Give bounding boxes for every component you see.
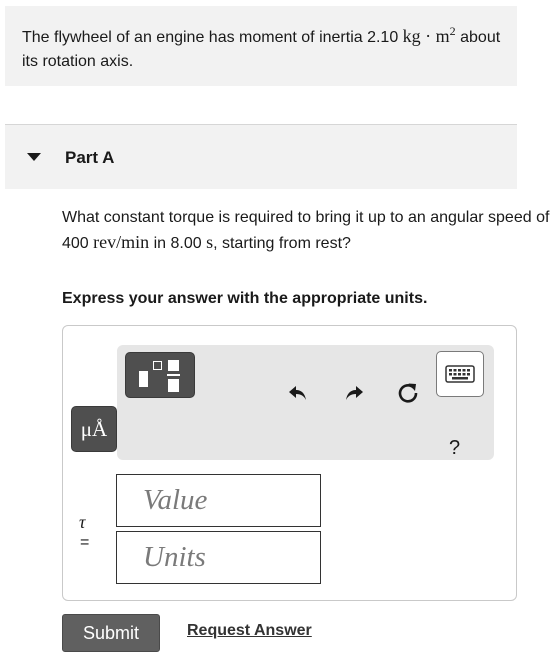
caret-down-icon[interactable] — [27, 153, 41, 161]
equals-sign: = — [80, 534, 90, 551]
part-title: Part A — [65, 148, 115, 167]
keyboard-icon[interactable] — [436, 351, 484, 397]
help-button[interactable]: ? — [449, 437, 461, 459]
time-unit: s — [206, 232, 214, 252]
question-text — [62, 206, 556, 256]
units-button[interactable]: μÅ — [71, 406, 117, 452]
part-a-header[interactable] — [5, 125, 517, 189]
problem-text-after: about its rotation axis. — [22, 29, 501, 70]
value-input[interactable] — [116, 474, 321, 527]
question-text-2: in 8.00 — [149, 235, 207, 252]
answer-instruction: Express your answer with the appropriate units. — [62, 290, 428, 307]
units-input[interactable] — [116, 531, 321, 584]
templates-icon[interactable] — [125, 352, 195, 398]
request-answer-link[interactable]: Request Answer — [187, 622, 312, 639]
inertia-unit-base: kg · m — [402, 26, 450, 46]
problem-statement — [22, 24, 502, 74]
question-text-3: , starting from rest? — [213, 235, 351, 252]
inertia-unit — [403, 26, 456, 46]
inertia-unit-exponent: 2 — [449, 24, 456, 38]
answer-panel — [62, 325, 517, 601]
reset-icon[interactable] — [395, 380, 421, 406]
rate-unit: rev/min — [93, 232, 150, 252]
answer-symbol: τ — [79, 512, 86, 532]
submit-button[interactable]: Submit — [62, 614, 160, 652]
question-text-1: What constant torque is required to bring it up to an angular speed of 400 — [62, 209, 550, 252]
redo-icon[interactable] — [341, 380, 367, 406]
problem-text-before: The flywheel of an engine has moment of inertia 2.10 — [22, 29, 403, 46]
math-toolbar — [117, 345, 494, 460]
undo-icon[interactable] — [285, 380, 311, 406]
